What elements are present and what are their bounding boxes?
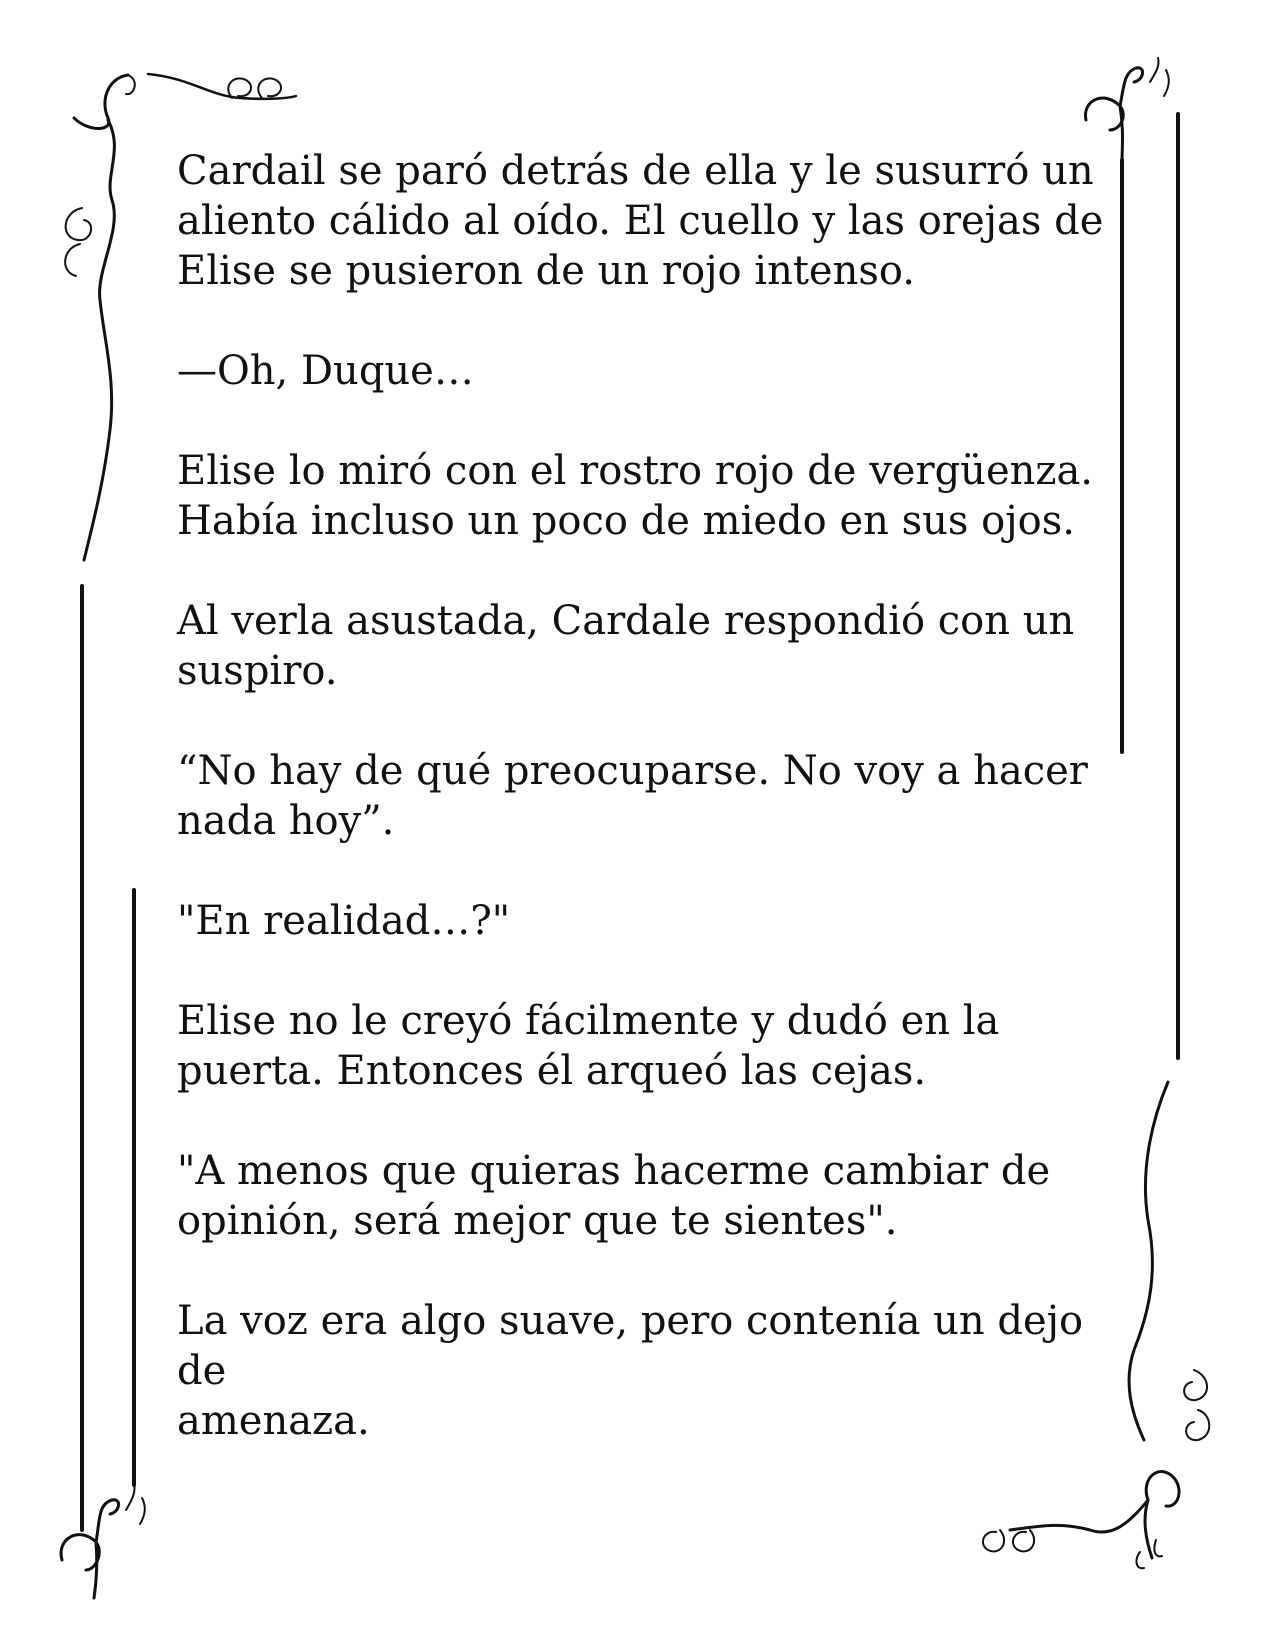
paragraph-8: "A menos que quieras hacerme cambiar de opinión, será mejor que te sientes". — [177, 1148, 1051, 1244]
paragraph-3: Elise lo miró con el rostro rojo de vergüenza. Había incluso un poco de miedo en sus ojos. — [177, 448, 1094, 544]
paragraph-5: “No hay de qué preocuparse. No voy a hacer nada hoy”. — [177, 748, 1088, 844]
paragraph-2: —Oh, Duque… — [177, 348, 474, 394]
paragraph-4: Al verla asustada, Cardale respondió con un suspiro. — [177, 598, 1075, 694]
story-text — [177, 146, 1127, 1496]
paragraph-6: "En realidad…?" — [177, 898, 511, 944]
paragraph-9: La voz era algo suave, pero contenía un dejo de amenaza. — [177, 1298, 1084, 1444]
bottom-left-flourish-ornament — [61, 1484, 145, 1598]
paragraph-1: Cardail se paró detrás de ella y le susurró un aliento cálido al oído. El cuello y las orejas de Elise se pusieron de un rojo intenso. — [177, 148, 1104, 294]
paragraph-7: Elise no le creyó fácilmente y dudó en la puerta. Entonces él arqueó las cejas. — [177, 998, 1000, 1094]
